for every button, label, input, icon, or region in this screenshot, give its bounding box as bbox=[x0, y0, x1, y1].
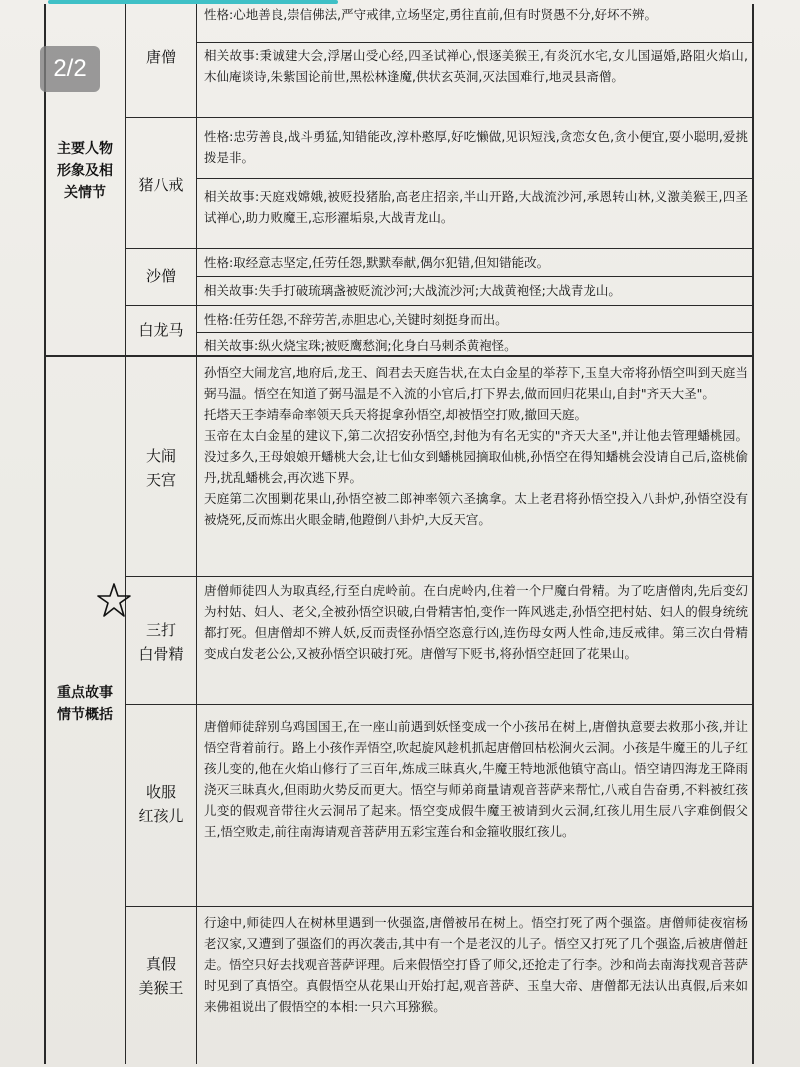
section-label-characters: 主要人物 形象及相 关情节 bbox=[57, 141, 113, 201]
story-summary-sanda-baigujing bbox=[204, 580, 748, 702]
character-name-tangseng: 唐僧 bbox=[145, 48, 176, 66]
story-paragraph: 玉帝在太白金星的建议下,第二次招安孙悟空,封他为有名无实的"齐天大圣",并让他去管理蟠桃园。没过多久,王母娘娘开蟠桃大会,让七仙女到蟠桃园摘取仙桃,孙悟空在得知蟠桃会没请自己后,盗桃偷丹,扰乱蟠桃会,再次逃下界。 bbox=[204, 428, 748, 485]
story-summary-danao-tiangong bbox=[204, 362, 748, 574]
story-summary-shoufu-honghaier bbox=[204, 716, 748, 904]
story-summary-zhenjia-meihouwang bbox=[204, 912, 748, 1062]
character-personality-shaseng bbox=[204, 252, 748, 276]
personality-text: 性格:心地善良,崇信佛法,严守戒律,立场坚定,勇往直前,但有时贤愚不分,好坏不辨。 bbox=[204, 7, 658, 22]
character-stories-tangseng bbox=[204, 45, 748, 115]
stories-text: 相关故事:失手打破琉璃盏被贬流沙河;大战流沙河;大战黄袍怪;大战青龙山。 bbox=[204, 283, 621, 298]
personality-text: 性格:忠劳善良,战斗勇猛,知错能改,淳朴憨厚,好吃懒做,见识短浅,贪恋女色,贪小便宜,耍小聪明,爱挑拨是非。 bbox=[204, 129, 748, 165]
character-stories-shaseng bbox=[204, 280, 748, 304]
story-paragraph: 唐僧师徒辞别乌鸡国国王,在一座山前遇到妖怪变成一个小孩吊在树上,唐僧执意要去救那小孩,并让悟空背着前行。路上小孩作弄悟空,吹起旋风趁机抓起唐僧回枯松涧火云洞。小孩是牛魔王的儿子红孩儿变的,他在火焰山修行了三百年,炼成三昧真火,牛魔王特地派他镇守高山。悟空请四海龙王降雨浇灭三昧真火,但雨助火势反而更大。悟空与师弟商量请观音菩萨来帮忙,八戒自告奋勇,不料被红孩儿变的假观音带往火云洞吊了起来。悟空变成假牛魔王被请到火云洞,红孩儿用生辰八字难倒假父王,悟空败走,前往南海请观音菩萨用五彩宝莲台和金箍收服红孩儿。 bbox=[204, 719, 748, 839]
scroll-progress-bar bbox=[48, 0, 338, 4]
personality-text: 性格:取经意志坚定,任劳任怨,默默奉献,偶尔犯错,但知错能改。 bbox=[204, 255, 550, 270]
story-paragraph: 孙悟空大闹龙宫,地府后,龙王、阎君去天庭告状,在太白金星的举荐下,玉皇大帝将孙悟空叫到天庭当弼马温。悟空在知道了弼马温是不入流的小官后,打下界去,做而回归花果山,自封"齐天大圣"。 bbox=[204, 365, 748, 401]
stories-text: 相关故事:天庭戏嫦娥,被贬投猪胎,高老庄招亲,半山开路,大战流沙河,承恩转山林,义激美猴王,四圣试禅心,助力败魔王,忘形濯垢泉,大战青龙山。 bbox=[204, 189, 748, 225]
story-name-sanda-baigujing: 三打 白骨精 bbox=[138, 621, 184, 663]
story-name-shoufu-honghaier: 收服 红孩儿 bbox=[138, 783, 184, 825]
story-name-zhenjia-meihouwang: 真假 美猴王 bbox=[138, 955, 184, 997]
page-indicator[interactable]: 2/2 bbox=[40, 46, 100, 92]
story-paragraph: 天庭第二次围剿花果山,孙悟空被二郎神率领六圣擒拿。太上老君将孙悟空投入八卦炉,孙悟空没有被烧死,反而炼出火眼金睛,他蹬倒八卦炉,大反天宫。 bbox=[204, 491, 748, 527]
character-personality-zhubajie bbox=[204, 126, 748, 176]
story-paragraph: 托塔天王李靖奉命率领天兵天将捉拿孙悟空,却被悟空打败,撤回天庭。 bbox=[204, 407, 587, 422]
story-name-danao-tiangong: 大闹 天宫 bbox=[145, 447, 176, 489]
character-personality-bailongma bbox=[204, 309, 748, 332]
character-name-shaseng: 沙僧 bbox=[145, 267, 176, 285]
story-paragraph: 行途中,师徒四人在树林里遇到一伙强盗,唐僧被吊在树上。悟空打死了两个强盗。唐僧师徒夜宿杨老汉家,又遭到了强盗们的再次袭击,其中有一个是老汉的儿子。悟空又打死了几个强盗,后被唐僧赶走。悟空只好去找观音菩萨评理。后来假悟空打昏了师父,还抢走了行李。沙和尚去南海找观音菩萨时见到了真悟空。真假悟空从花果山开始打起,观音菩萨、玉皇大帝、唐僧都无法认出真假,后来如来佛祖说出了假悟空的本相:一只六耳猕猴。 bbox=[204, 915, 748, 1014]
character-name-zhubajie: 猪八戒 bbox=[138, 176, 184, 194]
character-name-bailongma: 白龙马 bbox=[138, 321, 184, 339]
character-stories-zhubajie bbox=[204, 186, 748, 246]
story-paragraph: 唐僧师徒四人为取真经,行至白虎岭前。在白虎岭内,住着一个尸魔白骨精。为了吃唐僧肉,先后变幻为村姑、妇人、老父,全被孙悟空识破,白骨精害怕,变作一阵风逃走,孙悟空把村姑、妇人的假身统统都打死。但唐僧却不辨人妖,反而责怪孙悟空恣意行凶,连伤母女两人性命,违反戒律。第三次白骨精变成白发老公公,又被孙悟空识破打死。唐僧写下贬书,将孙悟空赶回了花果山。 bbox=[204, 583, 748, 661]
star-mark-icon bbox=[96, 582, 132, 618]
personality-text: 性格:任劳任怨,不辞劳苦,赤胆忠心,关键时刻挺身而出。 bbox=[204, 312, 508, 327]
character-personality-tangseng bbox=[204, 4, 748, 42]
character-stories-bailongma bbox=[204, 335, 748, 356]
stories-text: 相关故事:纵火烧宝珠;被贬鹰愁涧;化身白马刺杀黄袍怪。 bbox=[204, 338, 517, 353]
stories-text: 相关故事:秉诚建大会,浮屠山受心经,四圣试禅心,恨逐美猴王,有炎沉水宅,女儿国逼婚,路阻火焰山,木仙庵谈诗,朱紫国论前世,黑松林逢魔,供状玄英洞,灭法国难行,地灵县斋僧。 bbox=[204, 48, 748, 84]
section-label-plots: 重点故事 情节概括 bbox=[57, 685, 113, 723]
